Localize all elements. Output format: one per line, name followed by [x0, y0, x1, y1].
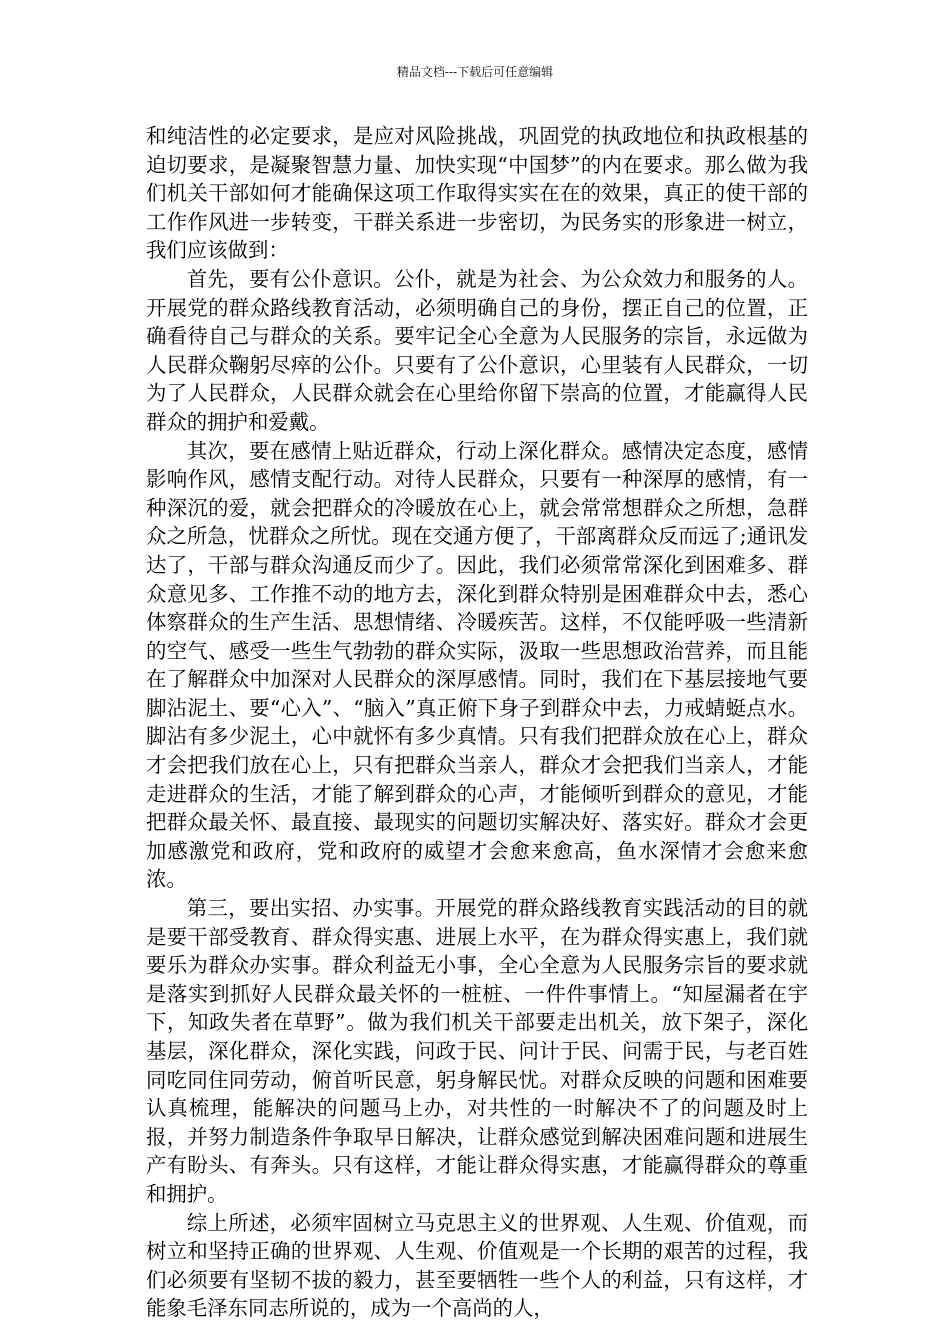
paragraph-continuation: 和纯洁性的必定要求，是应对风险挑战，巩固党的执政地位和执政根基的迫切要求，是凝聚智慧力量、加快实现“中国梦”的内在要求。那么做为我们机关干部如何才能确保这项工作取得实实在在的效果，真正的使干部的工作作风进一步转变，干群关系进一步密切，为民务实的形象进一树立，我们应该做到： — [146, 124, 808, 263]
paragraph-close-to-masses: 其次，要在感情上贴近群众，行动上深化群众。感情决定态度，感情影响作风，感情支配行动。对待人民群众，只要有一种深厚的感情，有一种深沉的爱，就会把群众的冷暖放在心上，就会常常想群众之所想，急群众之所急，忧群众之所忧。现在交通方便了，干部离群众反而远了;通讯发达了，干部与群众沟通反而少了。因此，我们必须常常深化到困难多、群众意见多、工作推不动的地方去，深化到群众特别是困难群众中去，悉心体察群众的生产生活、思想情绪、冷暖疾苦。这样，不仅能呼吸一些清新的空气、感受一些生气勃勃的群众实际，汲取一些思想政治营养，而且能在了解群众中加深对人民群众的深厚感情。同时，我们在下基层接地气要脚沾泥土、要“心入”、“脑入”真正俯下身子到群众中去，力戒蜻蜓点水。脚沾有多少泥土，心中就怀有多少真情。只有我们把群众放在心上，群众才会把我们放在心上，只有把群众当亲人，群众才会把我们当亲人，才能走进群众的生活，才能了解到群众的心声，才能倾听到群众的意见，才能把群众最关怀、最直接、最现实的问题切实解决好、落实好。群众才会更加感激党和政府，党和政府的威望才会愈来愈高，鱼水深情才会愈来愈浓。 — [146, 438, 808, 892]
document-body — [146, 122, 808, 1323]
paragraph-conclusion: 综上所述，必须牢固树立马克思主义的世界观、人生观、价值观，而树立和坚持正确的世界观、人生观、价值观是一个长期的艰苦的过程，我们必须要有坚韧不拔的毅力，甚至要牺牲一些个人的利益，只有这样，才能象毛泽东同志所说的，成为一个高尚的人， — [146, 1210, 808, 1321]
page-header: 精品文档---下载后可任意编辑 — [396, 65, 554, 79]
paragraph-practical-actions: 第三，要出实招、办实事。开展党的群众路线教育实践活动的目的就是要干部受教育、群众得实惠、进展上水平，在为群众得实惠上，我们就要乐为群众办实事。群众利益无小事，全心全意为人民服务宗旨的要求就是落实到抓好人民群众最关怀的一桩桩、一件件事情上。“知屋漏者在宇下，知政失者在草野”。做为我们机关干部要走出机关，放下架子，深化基层，深化群众，深化实践，问政于民、问计于民、问需于民，与老百姓同吃同住同劳动，俯首听民意，躬身解民忧。对群众反映的问题和困难要认真梳理，能解决的问题马上办，对共性的一时解决不了的问题及时上报，并努力制造条件争取早日解决，让群众感觉到解决困难问题和进展生产有盼头、有奔头。只有这样，才能让群众得实惠，才能赢得群众的尊重和拥护。 — [146, 896, 808, 1206]
paragraph-public-servant: 首先，要有公仆意识。公仆，就是为社会、为公众效力和服务的人。开展党的群众路线教育活动，必须明确自己的身份，摆正自己的位置，正确看待自己与群众的关系。要牢记全心全意为人民服务的宗旨，永远做为人民群众鞠躬尽瘁的公仆。只要有了公仆意识，心里装有人民群众，一切为了人民群众，人民群众就会在心里给你留下崇高的位置，才能赢得人民群众的拥护和爱戴。 — [146, 266, 808, 434]
